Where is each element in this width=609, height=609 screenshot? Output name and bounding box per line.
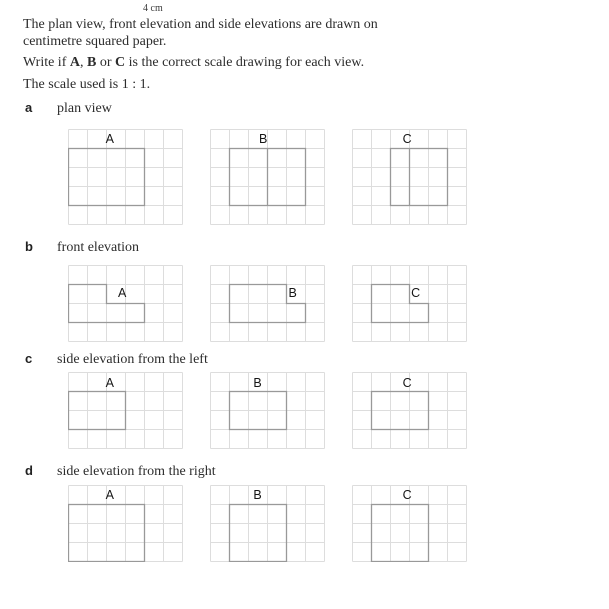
- squared-paper-grid-d-A: [68, 485, 183, 562]
- figure-d-option-C: [352, 485, 467, 562]
- figure-b-option-B: [210, 265, 325, 342]
- section-header-b: [25, 239, 139, 256]
- option-label-c-C: C: [402, 376, 412, 391]
- option-label-b-C: C: [411, 285, 421, 300]
- intro-paragraph: [23, 17, 378, 50]
- dimension-label: 4 cm: [143, 3, 163, 14]
- figure-d-option-B: [210, 485, 325, 562]
- option-label-a-C: C: [402, 132, 412, 147]
- squared-paper-grid-c-B: [210, 372, 325, 449]
- option-label-b-B: B: [288, 285, 297, 300]
- intro-line-1: The plan view, front elevation and side elevations are drawn on: [23, 17, 378, 32]
- squared-paper-grid-b-A: [68, 265, 183, 342]
- figure-a-option-A: [68, 129, 183, 225]
- option-label-b-A: A: [117, 285, 127, 300]
- figure-a-option-B: [210, 129, 325, 225]
- section-letter-b: b: [25, 239, 33, 254]
- section-title-c: side elevation from the left: [57, 352, 208, 367]
- instruction-line: [23, 55, 364, 71]
- figure-b-option-C: [352, 265, 467, 342]
- option-label-a-A: A: [105, 132, 114, 147]
- option-label-c-A: A: [105, 376, 114, 391]
- option-label-c-B: B: [253, 376, 262, 391]
- instruction-post: is the correct scale drawing for each view.: [125, 55, 365, 70]
- figure-b-option-A: [68, 265, 183, 342]
- section-header-a: [25, 100, 112, 117]
- option-label-d-A: A: [105, 488, 114, 503]
- squared-paper-grid-b-C: [352, 265, 467, 342]
- section-header-c: [25, 351, 208, 368]
- instruction-sep1: ,: [80, 55, 87, 70]
- option-label-d-B: B: [253, 488, 262, 503]
- squared-paper-grid-a-B: [210, 129, 325, 225]
- section-letter-c: c: [25, 351, 33, 366]
- figure-a-option-C: [352, 129, 467, 225]
- section-letter-d: d: [25, 463, 33, 478]
- scale-line: The scale used is 1 : 1.: [23, 77, 151, 92]
- section-title-b: front elevation: [57, 240, 140, 255]
- instruction-option-a: A: [69, 55, 80, 70]
- figure-c-option-A: [68, 372, 183, 449]
- instruction-pre: Write if: [23, 55, 70, 70]
- section-letter-a: a: [25, 100, 33, 115]
- squared-paper-grid-a-A: [68, 129, 183, 225]
- section-title-a: plan view: [57, 101, 112, 116]
- squared-paper-grid-d-B: [210, 485, 325, 562]
- section-header-d: [25, 463, 216, 480]
- intro-line-2: centimetre squared paper.: [23, 33, 167, 49]
- figure-c-option-C: [352, 372, 467, 449]
- instruction-sep2: or: [96, 55, 116, 70]
- option-label-d-C: C: [402, 488, 412, 503]
- figure-d-option-A: [68, 485, 183, 562]
- instruction-option-c: C: [115, 55, 126, 70]
- squared-paper-grid-c-A: [68, 372, 183, 449]
- instruction-option-b: B: [87, 55, 97, 70]
- figure-c-option-B: [210, 372, 325, 449]
- squared-paper-grid-b-B: [210, 265, 325, 342]
- section-title-d: side elevation from the right: [57, 464, 216, 479]
- option-label-a-B: B: [259, 132, 268, 147]
